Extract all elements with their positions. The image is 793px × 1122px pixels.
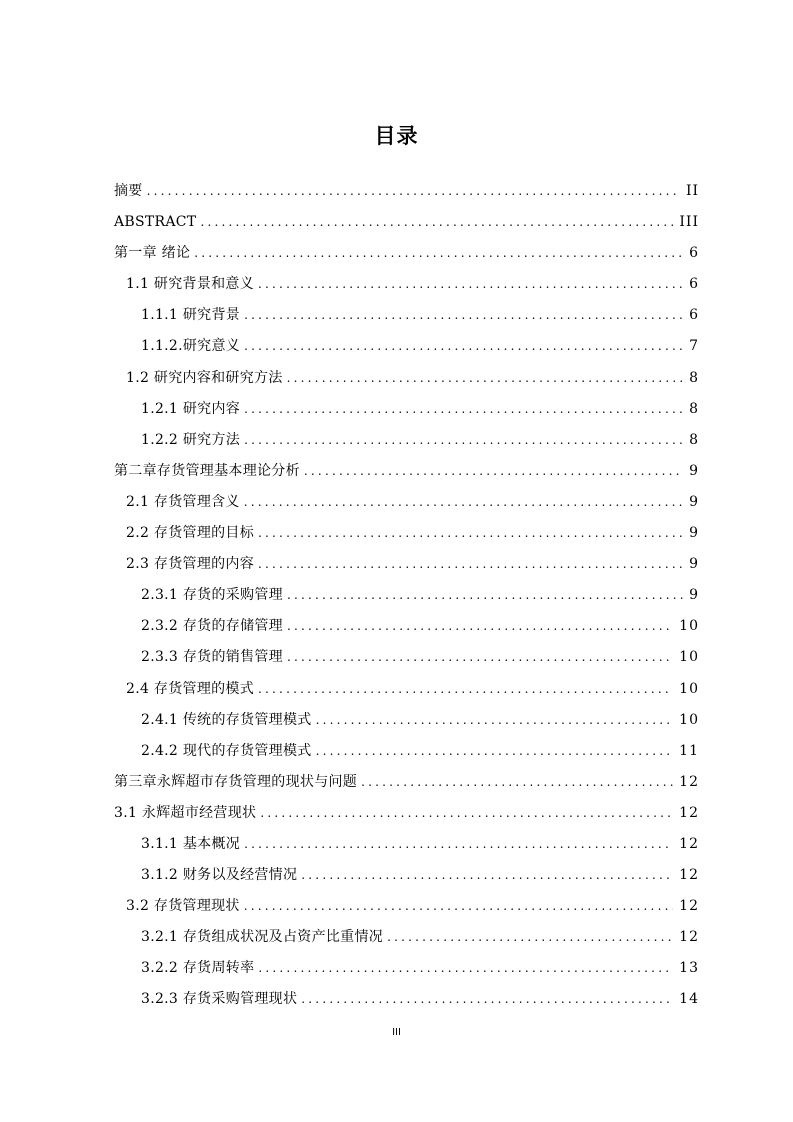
toc-entry-label: 3.2.3 存货采购管理现状 <box>141 991 298 1008</box>
toc-entry-page-number: 12 <box>679 867 699 884</box>
toc-dot-leader <box>287 580 683 611</box>
toc-entry-page-number: III <box>679 214 699 231</box>
toc-entry-page-number: 9 <box>689 587 699 604</box>
toc-entry-label: 2.3.1 存货的采购管理 <box>141 587 283 604</box>
toc-entry-page-number: 14 <box>679 991 699 1008</box>
toc-entry-page-number: 9 <box>689 556 699 573</box>
toc-dot-leader <box>200 207 673 238</box>
toc-dot-leader <box>244 300 683 331</box>
toc-entry-label: 2.3.3 存货的销售管理 <box>141 649 283 666</box>
toc-dot-leader <box>301 860 673 891</box>
toc-dot-leader <box>244 394 683 425</box>
toc-entry-page-number: 12 <box>679 898 699 915</box>
toc-entry[interactable] <box>114 736 699 767</box>
toc-entry-page-number: II <box>685 183 699 199</box>
toc-entry-label: 3.1 永辉超市经营现状 <box>114 804 257 821</box>
toc-entry[interactable] <box>114 176 699 207</box>
toc-entry-label: 2.3.2 存货的存储管理 <box>141 618 283 635</box>
toc-entry-page-number: 13 <box>679 960 699 977</box>
toc-entry[interactable] <box>114 518 699 549</box>
toc-entry-label: 摘要 <box>114 183 143 199</box>
toc-entry-page-number: 8 <box>689 431 699 448</box>
toc-entry[interactable] <box>114 456 699 487</box>
toc-dot-leader <box>258 674 673 705</box>
toc-entry[interactable] <box>114 798 699 829</box>
toc-entry-label: 3.2.1 存货组成状况及占资产比重情况 <box>141 929 384 946</box>
toc-entry-page-number: 9 <box>689 525 699 542</box>
toc-entry-page-number: 10 <box>679 618 699 635</box>
toc-dot-leader <box>244 829 673 860</box>
toc-entry-label: 2.4.2 现代的存货管理模式 <box>141 742 312 759</box>
toc-dot-leader <box>244 331 683 362</box>
toc-dot-leader <box>304 456 683 487</box>
toc-dot-leader <box>316 736 674 767</box>
toc-entry-page-number: 9 <box>689 493 699 510</box>
toc-entry-page-number: 9 <box>689 462 699 479</box>
toc-entry[interactable] <box>114 674 699 705</box>
toc-entry[interactable] <box>114 207 699 238</box>
toc-entry-label: 第一章 绪论 <box>114 245 191 262</box>
toc-dot-leader <box>147 176 680 207</box>
toc-entry-label: 3.1.1 基本概况 <box>141 835 241 852</box>
toc-entry-label: ABSTRACT <box>114 214 197 231</box>
toc-entry-page-number: 10 <box>679 649 699 666</box>
toc-dot-leader <box>244 425 683 456</box>
page-number: III <box>392 1027 401 1038</box>
toc-entry[interactable] <box>114 922 699 953</box>
toc-entry-page-number: 12 <box>679 773 699 790</box>
toc-entry-page-number: 7 <box>689 338 699 355</box>
toc-entry[interactable] <box>114 487 699 518</box>
toc-entry-label: 3.1.2 财务以及经营情况 <box>141 867 298 884</box>
toc-entry-label: 3.2.2 存货周转率 <box>141 960 255 977</box>
toc-entry[interactable] <box>114 767 699 798</box>
toc-entry-label: 2.4 存货管理的模式 <box>126 680 255 697</box>
toc-dot-leader <box>258 269 683 300</box>
toc-entry[interactable] <box>114 238 699 269</box>
toc-dot-leader <box>258 518 683 549</box>
toc-dot-leader <box>316 705 674 736</box>
toc-dot-leader <box>260 798 673 829</box>
toc-entry-label: 2.2 存货管理的目标 <box>126 525 255 542</box>
toc-entry[interactable] <box>114 611 699 642</box>
table-of-contents <box>114 176 699 1016</box>
toc-entry[interactable] <box>114 425 699 456</box>
toc-entry-label: 1.1.2.研究意义 <box>141 338 241 355</box>
toc-entry-label: 2.1 存货管理含义 <box>126 493 240 510</box>
toc-entry[interactable] <box>114 829 699 860</box>
toc-title: 目录 <box>374 124 419 148</box>
toc-dot-leader <box>287 363 683 394</box>
toc-entry-label: 3.2 存货管理现状 <box>126 898 240 915</box>
toc-entry[interactable] <box>114 953 699 984</box>
toc-entry-label: 2.3 存货管理的内容 <box>126 556 255 573</box>
toc-entry-label: 第三章永辉超市存货管理的现状与问题 <box>114 773 358 790</box>
toc-entry-page-number: 10 <box>679 680 699 697</box>
toc-dot-leader <box>361 767 673 798</box>
toc-dot-leader <box>287 611 673 642</box>
toc-entry-page-number: 11 <box>679 742 699 759</box>
toc-entry-label: 1.2 研究内容和研究方法 <box>126 369 283 386</box>
toc-entry-page-number: 12 <box>679 929 699 946</box>
toc-dot-leader <box>244 487 683 518</box>
toc-dot-leader <box>258 953 673 984</box>
toc-dot-leader <box>244 891 673 922</box>
toc-entry[interactable] <box>114 300 699 331</box>
toc-entry-label: 2.4.1 传统的存货管理模式 <box>141 711 312 728</box>
toc-entry-label: 1.2.2 研究方法 <box>141 431 241 448</box>
toc-entry-label: 第二章存货管理基本理论分析 <box>114 462 300 479</box>
toc-dot-leader <box>258 549 683 580</box>
toc-entry-label: 1.1 研究背景和意义 <box>126 276 255 293</box>
toc-entry[interactable] <box>114 984 699 1015</box>
toc-dot-leader <box>194 238 683 269</box>
toc-entry[interactable] <box>114 860 699 891</box>
toc-entry-label: 1.2.1 研究内容 <box>141 400 241 417</box>
toc-entry-page-number: 8 <box>689 400 699 417</box>
toc-entry[interactable] <box>114 331 699 362</box>
toc-entry-page-number: 6 <box>689 245 699 262</box>
toc-entry[interactable] <box>114 269 699 300</box>
toc-dot-leader <box>301 984 673 1015</box>
toc-entry[interactable] <box>114 580 699 611</box>
toc-entry[interactable] <box>114 363 699 394</box>
toc-entry[interactable] <box>114 642 699 673</box>
toc-entry[interactable] <box>114 891 699 922</box>
toc-entry-page-number: 12 <box>679 835 699 852</box>
toc-dot-leader <box>287 642 673 673</box>
toc-entry-page-number: 6 <box>689 276 699 293</box>
toc-entry-label: 1.1.1 研究背景 <box>141 307 241 324</box>
toc-dot-leader <box>387 922 673 953</box>
toc-entry-page-number: 12 <box>679 804 699 821</box>
toc-entry-page-number: 6 <box>689 307 699 324</box>
toc-entry-page-number: 8 <box>689 369 699 386</box>
toc-entry[interactable] <box>114 705 699 736</box>
toc-entry[interactable] <box>114 394 699 425</box>
toc-entry[interactable] <box>114 549 699 580</box>
toc-entry-page-number: 10 <box>679 711 699 728</box>
